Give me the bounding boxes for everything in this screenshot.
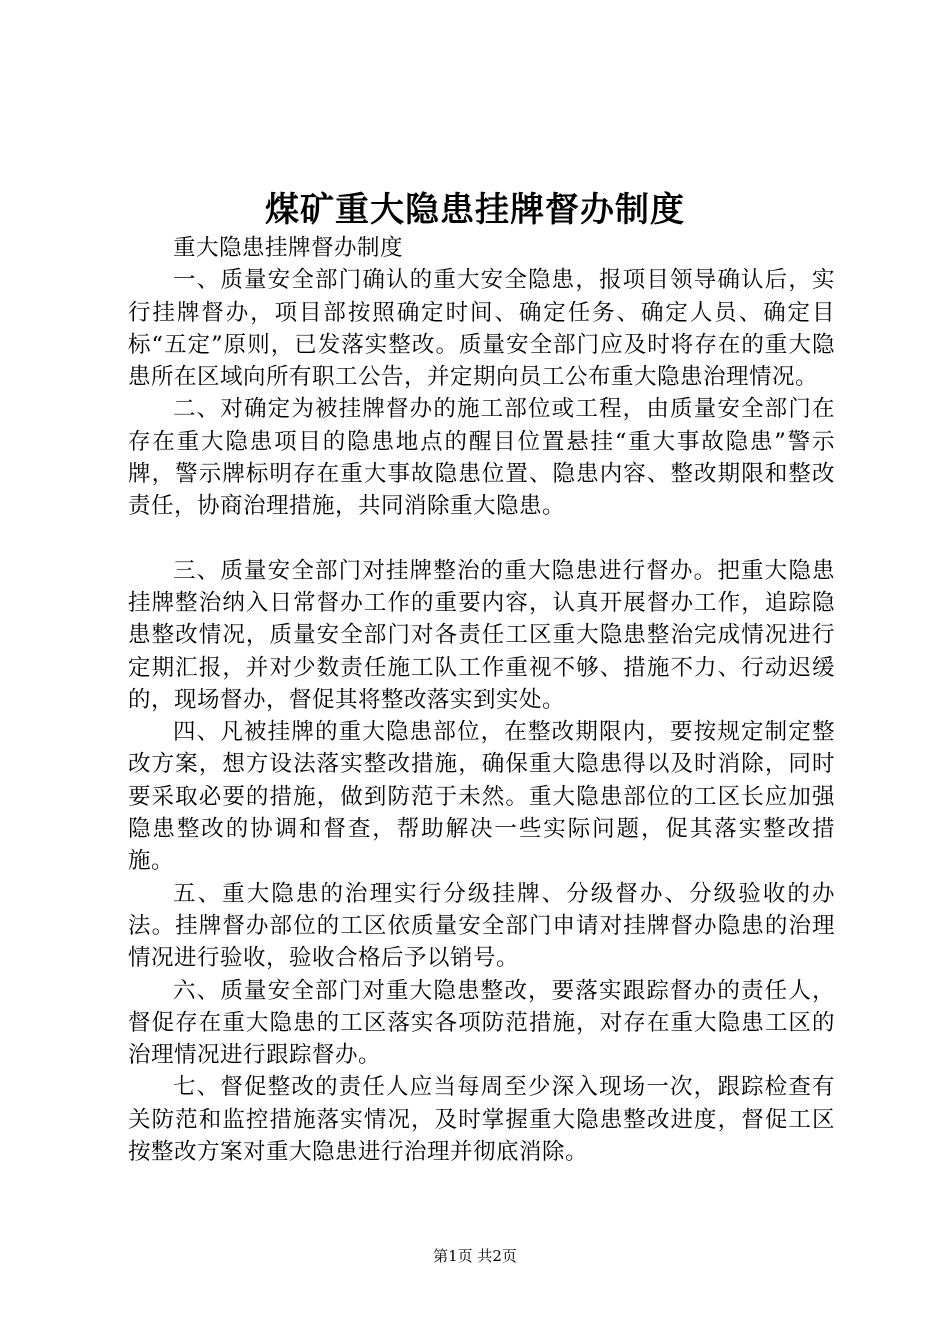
paragraph-subtitle: 重大隐患挂牌督办制度 [173,235,404,261]
document-title: 煤矿重大隐患挂牌督办制度 [265,190,685,230]
paragraph-item-2: 二、对确定为被挂牌督办的施工部位或工程，由质量安全部门在存在重大隐患项目的隐患地点的醒目位置悬挂“重大事故隐患”警示牌，警示牌标明存在重大事故隐患位置、隐患内容、整改期限和整改责任，协商治理措施，共同消除重大隐患。 [128,396,835,520]
page-number-footer: 第1页 共2页 [433,1247,517,1265]
paragraph-item-5: 五、重大隐患的治理实行分级挂牌、分级督办、分级验收的办法。挂牌督办部位的工区依质量安全部门申请对挂牌督办隐患的治理情况进行验收，验收合格后予以销号。 [128,880,835,972]
paragraph-item-3: 三、质量安全部门对挂牌整治的重大隐患进行督办。把重大隐患挂牌整治纳入日常督办工作的重要内容，认真开展督办工作，追踪隐患整改情况，质量安全部门对各责任工区重大隐患整治完成情况进行定期汇报，并对少数责任施工队工作重视不够、措施不力、行动迟缓的，现场督办，督促其将整改落实到实处。 [128,557,835,713]
paragraph-item-6: 六、质量安全部门对重大隐患整改，要落实跟踪督办的责任人，督促存在重大隐患的工区落实各项防范措施，对存在重大隐患工区的治理情况进行跟踪督办。 [128,977,835,1069]
paragraph-item-7: 七、督促整改的责任人应当每周至少深入现场一次，跟踪检查有关防范和监控措施落实情况，及时掌握重大隐患整改进度，督促工区按整改方案对重大隐患进行治理并彻底消除。 [128,1074,835,1166]
document-body [128,232,835,1168]
paragraph-item-1: 一、质量安全部门确认的重大安全隐患，报项目领导确认后，实行挂牌督办，项目部按照确定时间、确定任务、确定人员、确定目标“五定”原则，已发落实整改。质量安全部门应及时将存在的重大隐患所在区域向所有职工公告，并定期向员工公布重大隐患治理情况。 [128,267,835,391]
paragraph-item-4: 四、凡被挂牌的重大隐患部位，在整改期限内，要按规定制定整改方案，想方设法落实整改措施，确保重大隐患得以及时消除，同时要采取必要的措施，做到防范于未然。重大隐患部位的工区长应加强隐患整改的协调和督查，帮助解决一些实际问题，促其落实整改措施。 [128,719,835,875]
